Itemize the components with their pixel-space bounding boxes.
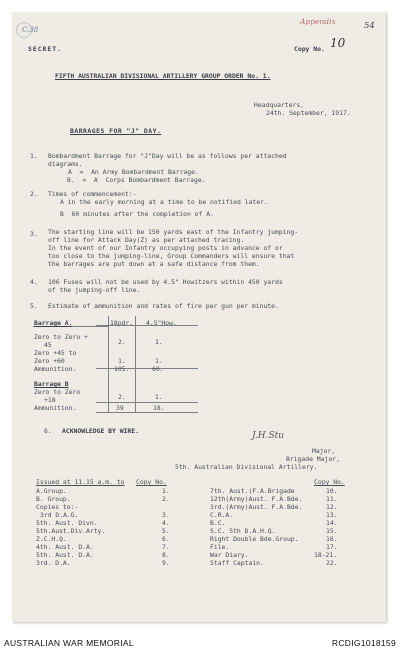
barrage-b-title: Barrage B <box>34 380 69 388</box>
distribution-recipient: B. Group. <box>36 495 71 503</box>
table-rule <box>96 368 198 369</box>
stamp-number: C.38 <box>22 26 39 34</box>
para1-item-b: B. = A Corps Bombardment Barrage. <box>67 176 206 184</box>
signature-scrawl: J.H.Stu <box>252 431 285 441</box>
table-row-label: Ammunition. <box>34 404 77 412</box>
distribution-recipient: S.C. 5th D.A.H.Q. <box>210 527 276 535</box>
para3-line: In the event of our Infantry occupying posts in advance of or <box>48 244 283 252</box>
col-header-howitzer: 4.5"How. <box>146 319 177 327</box>
table-cell: 1. <box>155 338 163 346</box>
section-heading: BARRAGES FOR "J" DAY. <box>70 127 162 135</box>
distribution-recipient: 3rd. D.A. <box>36 559 71 567</box>
distribution-copy: 11. <box>326 495 338 503</box>
distribution-recipient: 5th. Aust. Divn. <box>36 519 98 527</box>
para3-line: The starting line will be 150 yards east of the Infantry jumping- <box>48 228 299 236</box>
table-cell: 39 <box>116 404 124 412</box>
para3-line: too close to the jumping-line, Group Commanders will ensure that <box>48 252 295 260</box>
secret-label: SECRET. <box>28 45 62 53</box>
copy-number: 10 <box>330 36 346 50</box>
para4-line: 106 Fuses will not be used by 4.5" Howitzers within 450 yards <box>48 278 283 286</box>
para4-number: 4. <box>30 278 38 286</box>
distribution-recipient: 12th(Army)Aust. F.A.Bde. <box>210 495 303 503</box>
para3-line: the barrages are put down at a safe distance from them. <box>48 260 260 268</box>
para1-line: Bombardment Barrage for "J"Day will be as follows per attached <box>48 152 287 160</box>
signature-role: 5th. Australian Divisional Artillery. <box>175 463 318 471</box>
para6-number: 6. <box>44 427 52 435</box>
para4-line: of the jumping-off line. <box>48 286 141 294</box>
hq-label: Headquarters, <box>254 101 305 109</box>
distribution-recipient: Right Double Bde.Group. <box>210 535 299 543</box>
distribution-copy: 5. <box>162 527 170 535</box>
distribution-copy: 22. <box>326 559 338 567</box>
distribution-copy: 7. <box>162 543 170 551</box>
distribution-copy: 2. <box>162 495 170 503</box>
distribution-copy: 6. <box>162 535 170 543</box>
distribution-copy: 13. <box>326 511 338 519</box>
copy-label: Copy No. <box>294 45 325 53</box>
order-title: FIFTH AUSTRALIAN DIVISIONAL ARTILLERY GROUP ORDER No. 1. <box>55 72 271 80</box>
distribution-copy: 17. <box>326 543 338 551</box>
archive-footer-right: RCDIG1018159 <box>331 638 396 648</box>
para3-line: off line for Attack Day(Z) as per attached tracing. <box>48 236 245 244</box>
signature-role: Major, <box>312 447 336 455</box>
table-row-label: Zero to Zero <box>34 388 81 396</box>
distribution-copy: 9. <box>162 559 170 567</box>
distribution-recipient: 5th.Aust.Div.Arty. <box>36 527 106 535</box>
order-date: 24th. September, 1917. <box>266 109 351 117</box>
signature-role: Brigade Major, <box>286 455 340 463</box>
table-row-label: +18 <box>44 396 56 404</box>
distribution-recipient: File. <box>210 543 230 551</box>
table-cell: 105. <box>114 365 130 373</box>
distribution-recipient: C.R.A. <box>210 511 234 519</box>
table-cell: 1. <box>118 357 126 365</box>
col-header-18pdr: 18pdr. <box>110 319 134 327</box>
table-cell: 1. <box>155 393 163 401</box>
distribution-recipient: B.C. <box>210 519 226 527</box>
distribution-copy: 4. <box>162 519 170 527</box>
table-rule <box>108 316 109 412</box>
table-cell: 2. <box>118 338 126 346</box>
para1-number: 1. <box>30 152 38 160</box>
para2-item-b: B 60 minutes after the completion of A. <box>60 210 214 218</box>
para2-line: Times of commencement:- <box>48 190 137 198</box>
table-row-label: 45 <box>44 341 52 349</box>
distribution-recipient: A.Group. <box>36 487 67 495</box>
table-row-label: Zero +60 <box>34 357 65 365</box>
table-cell: 60. <box>152 365 164 373</box>
para3-number: 3. <box>30 230 38 238</box>
distribution-copy: 3. <box>162 511 170 519</box>
distribution-copy: 14. <box>326 519 338 527</box>
table-row-label: Zero to Zero + <box>34 333 88 341</box>
acknowledge-instruction: ACKNOWLEDGE BY WIRE. <box>62 427 139 435</box>
distribution-recipient: 3rd.(Army)Aust. F.A.Bde. <box>210 503 303 511</box>
distribution-copy: 8. <box>162 551 170 559</box>
distribution-recipient: 5th. Aust. D.A. <box>36 551 94 559</box>
para2-item-a: A in the early morning at a time to be notified later. <box>60 198 268 206</box>
page-number: 54 <box>364 21 375 31</box>
distribution-copy: 16. <box>326 535 338 543</box>
para5-number: 5. <box>30 302 38 310</box>
distribution-copy: 10. <box>326 487 338 495</box>
para2-number: 2. <box>30 190 38 198</box>
copy-no-header-left: Copy No. <box>136 478 167 486</box>
issued-line: Issued at 11.15 a.m. to <box>36 478 125 486</box>
table-rule <box>96 402 198 403</box>
table-cell: 2. <box>118 393 126 401</box>
appendix-note: Appendix <box>300 17 336 26</box>
table-rule <box>135 316 136 412</box>
para5-line: Estimate of ammunition and rates of fire per gun per minute. <box>48 302 279 310</box>
distribution-recipient: Z.C.H.Q. <box>36 535 67 543</box>
para1-line: diagrams. <box>48 160 83 168</box>
table-row-label: Zero +45 to <box>34 349 77 357</box>
copy-no-header-right: Copy No. <box>314 478 345 486</box>
distribution-recipient: War Diary. <box>210 551 249 559</box>
distribution-recipient: 4th. Aust. D.A. <box>36 543 94 551</box>
distribution-recipient: 3rd D.A.G. <box>40 511 79 519</box>
table-cell: 18. <box>153 404 165 412</box>
distribution-copy: 15. <box>326 527 338 535</box>
archive-footer-left: AUSTRALIAN WAR MEMORIAL <box>4 638 134 648</box>
distribution-recipient: Copies to:- <box>36 503 79 511</box>
distribution-recipient: Staff Captain. <box>210 559 264 567</box>
barrage-a-title: Barrage A. <box>34 319 73 327</box>
distribution-copy: 12. <box>326 503 338 511</box>
distribution-copy: 1. <box>162 487 170 495</box>
distribution-copy: 18-21. <box>314 551 338 559</box>
table-row-label: Ammunition. <box>34 365 77 373</box>
table-rule <box>96 412 198 413</box>
distribution-recipient: 7th. Aust.(F.A.Brigade <box>210 487 295 495</box>
table-cell: 1. <box>155 357 163 365</box>
para1-item-a: A = An Army Bombardment Barrage. <box>68 168 199 176</box>
